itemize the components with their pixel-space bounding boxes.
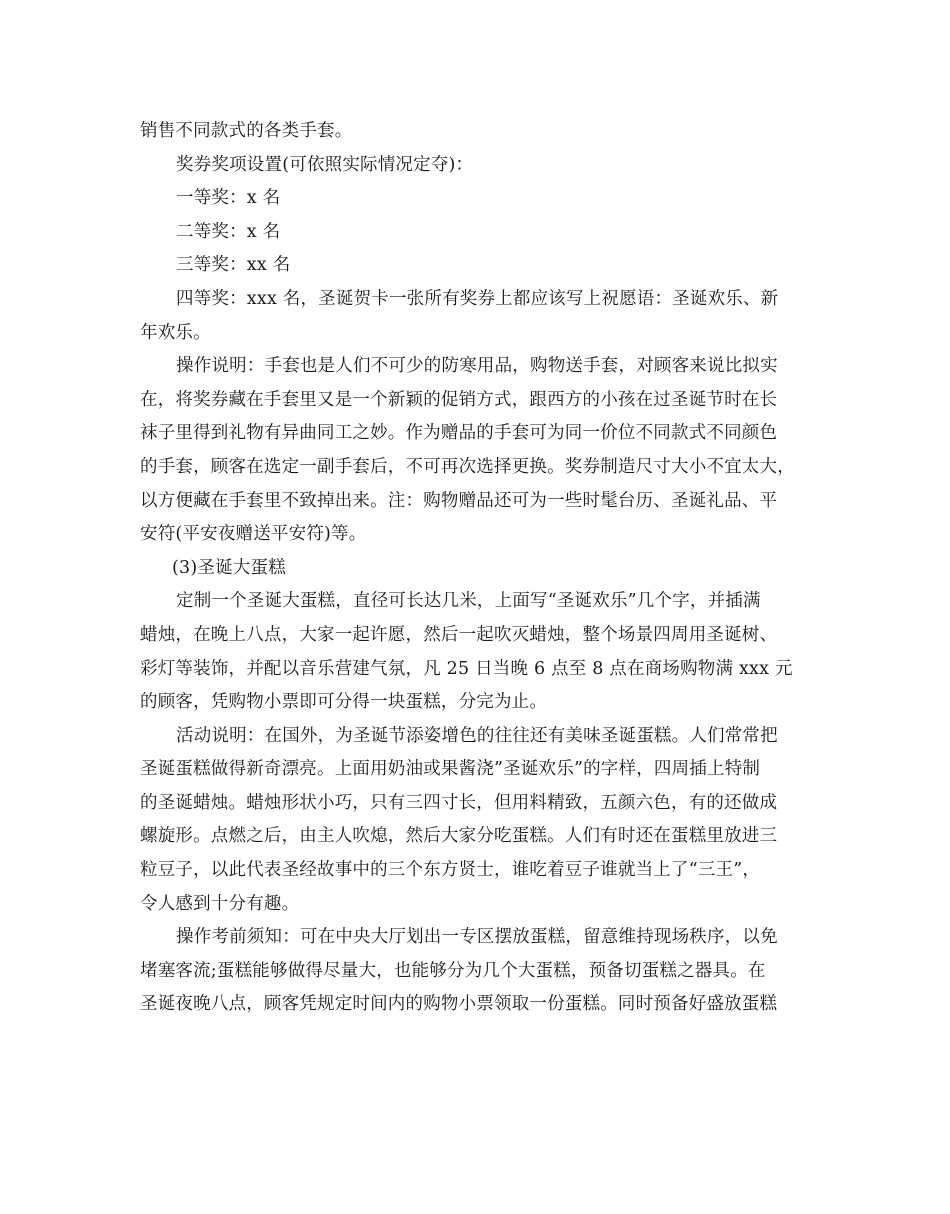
text-line: 圣诞夜晚八点，顾客凭规定时间内的购物小票领取一份蛋糕。同时预备好盛放蛋糕 (140, 994, 778, 1015)
text-line: 的圣诞蜡烛。蜡烛形状小巧，只有三四寸长，但用料精致，五颜六色，有的还做成 (140, 792, 778, 813)
text-line: 彩灯等装饰，并配以音乐营建气氛，凡 25 日当晚 6 点至 8 点在商场购物满 xxx 元 (140, 658, 793, 679)
document-page (140, 115, 820, 1022)
text-line: 二等奖：x 名 (176, 221, 281, 242)
text-line: 的手套，顾客在选定一副手套后，不可再次选择更换。奖券制造尺寸大小不宜太大， (140, 456, 795, 477)
text-line: 销售不同款式的各类手套。 (140, 121, 353, 141)
text-line: 定制一个圣诞大蛋糕，直径可长达几米，上面写“圣诞欢乐”几个字，并插满 (176, 591, 761, 612)
text-line: 安符(平安夜赠送平安符)等。 (140, 524, 367, 545)
text-line: 操作说明：手套也是人们不可少的防寒用品，购物送手套，对顾客来说比拟实 (176, 356, 778, 377)
text-line: 活动说明：在国外，为圣诞节添姿增色的往往还有美味圣诞蛋糕。人们常常把 (176, 725, 778, 746)
text-line: 粒豆子，以此代表圣经故事中的三个东方贤士，谁吃着豆子谁就当上了“三王”， (140, 860, 761, 881)
text-line: 令人感到十分有趣。 (140, 893, 300, 914)
text-line: 以方便藏在手套里不致掉出来。注：购物赠品还可为一些时髦台历、圣诞礼品、平 (140, 490, 778, 511)
text-line: 袜子里得到礼物有异曲同工之妙。作为赠品的手套可为同一价位不同款式不同颜色 (140, 423, 778, 444)
text-line: 三等奖：xx 名 (176, 255, 291, 276)
text-line: 蜡烛，在晚上八点，大家一起许愿，然后一起吹灭蜡烛，整个场景四周用圣诞树、 (140, 624, 778, 645)
text-line: 圣诞蛋糕做得新奇漂亮。上面用奶油或果酱浇”圣诞欢乐”的字样，四周插上特制 (140, 759, 761, 780)
text-line: 在，将奖券藏在手套里又是一个新颖的促销方式，跟西方的小孩在过圣诞节时在长 (140, 389, 778, 410)
text-line: 四等奖：xxx 名，圣诞贺卡一张所有奖券上都应该写上祝愿语：圣诞欢乐、新 (176, 288, 779, 309)
text-line: 奖券奖项设置(可依照实际情况定夺)： (176, 154, 474, 175)
text-line: 操作考前须知：可在中央大厅划出一专区摆放蛋糕，留意维持现场秩序，以免 (176, 927, 778, 948)
text-line: 堵塞客流;蛋糕能够做得尽量大，也能够分为几个大蛋糕，预备切蛋糕之器具。在 (140, 960, 766, 981)
text-line: 一等奖：x 名 (176, 188, 281, 209)
text-line: 螺旋形。点燃之后，由主人吹熄，然后大家分吃蛋糕。人们有时还在蛋糕里放进三 (140, 826, 778, 847)
text-line: 的顾客，凭购物小票即可分得一块蛋糕，分完为止。 (140, 692, 548, 713)
text-line: (3)圣诞大蛋糕 (172, 557, 286, 578)
text-line: 年欢乐。 (140, 322, 211, 343)
